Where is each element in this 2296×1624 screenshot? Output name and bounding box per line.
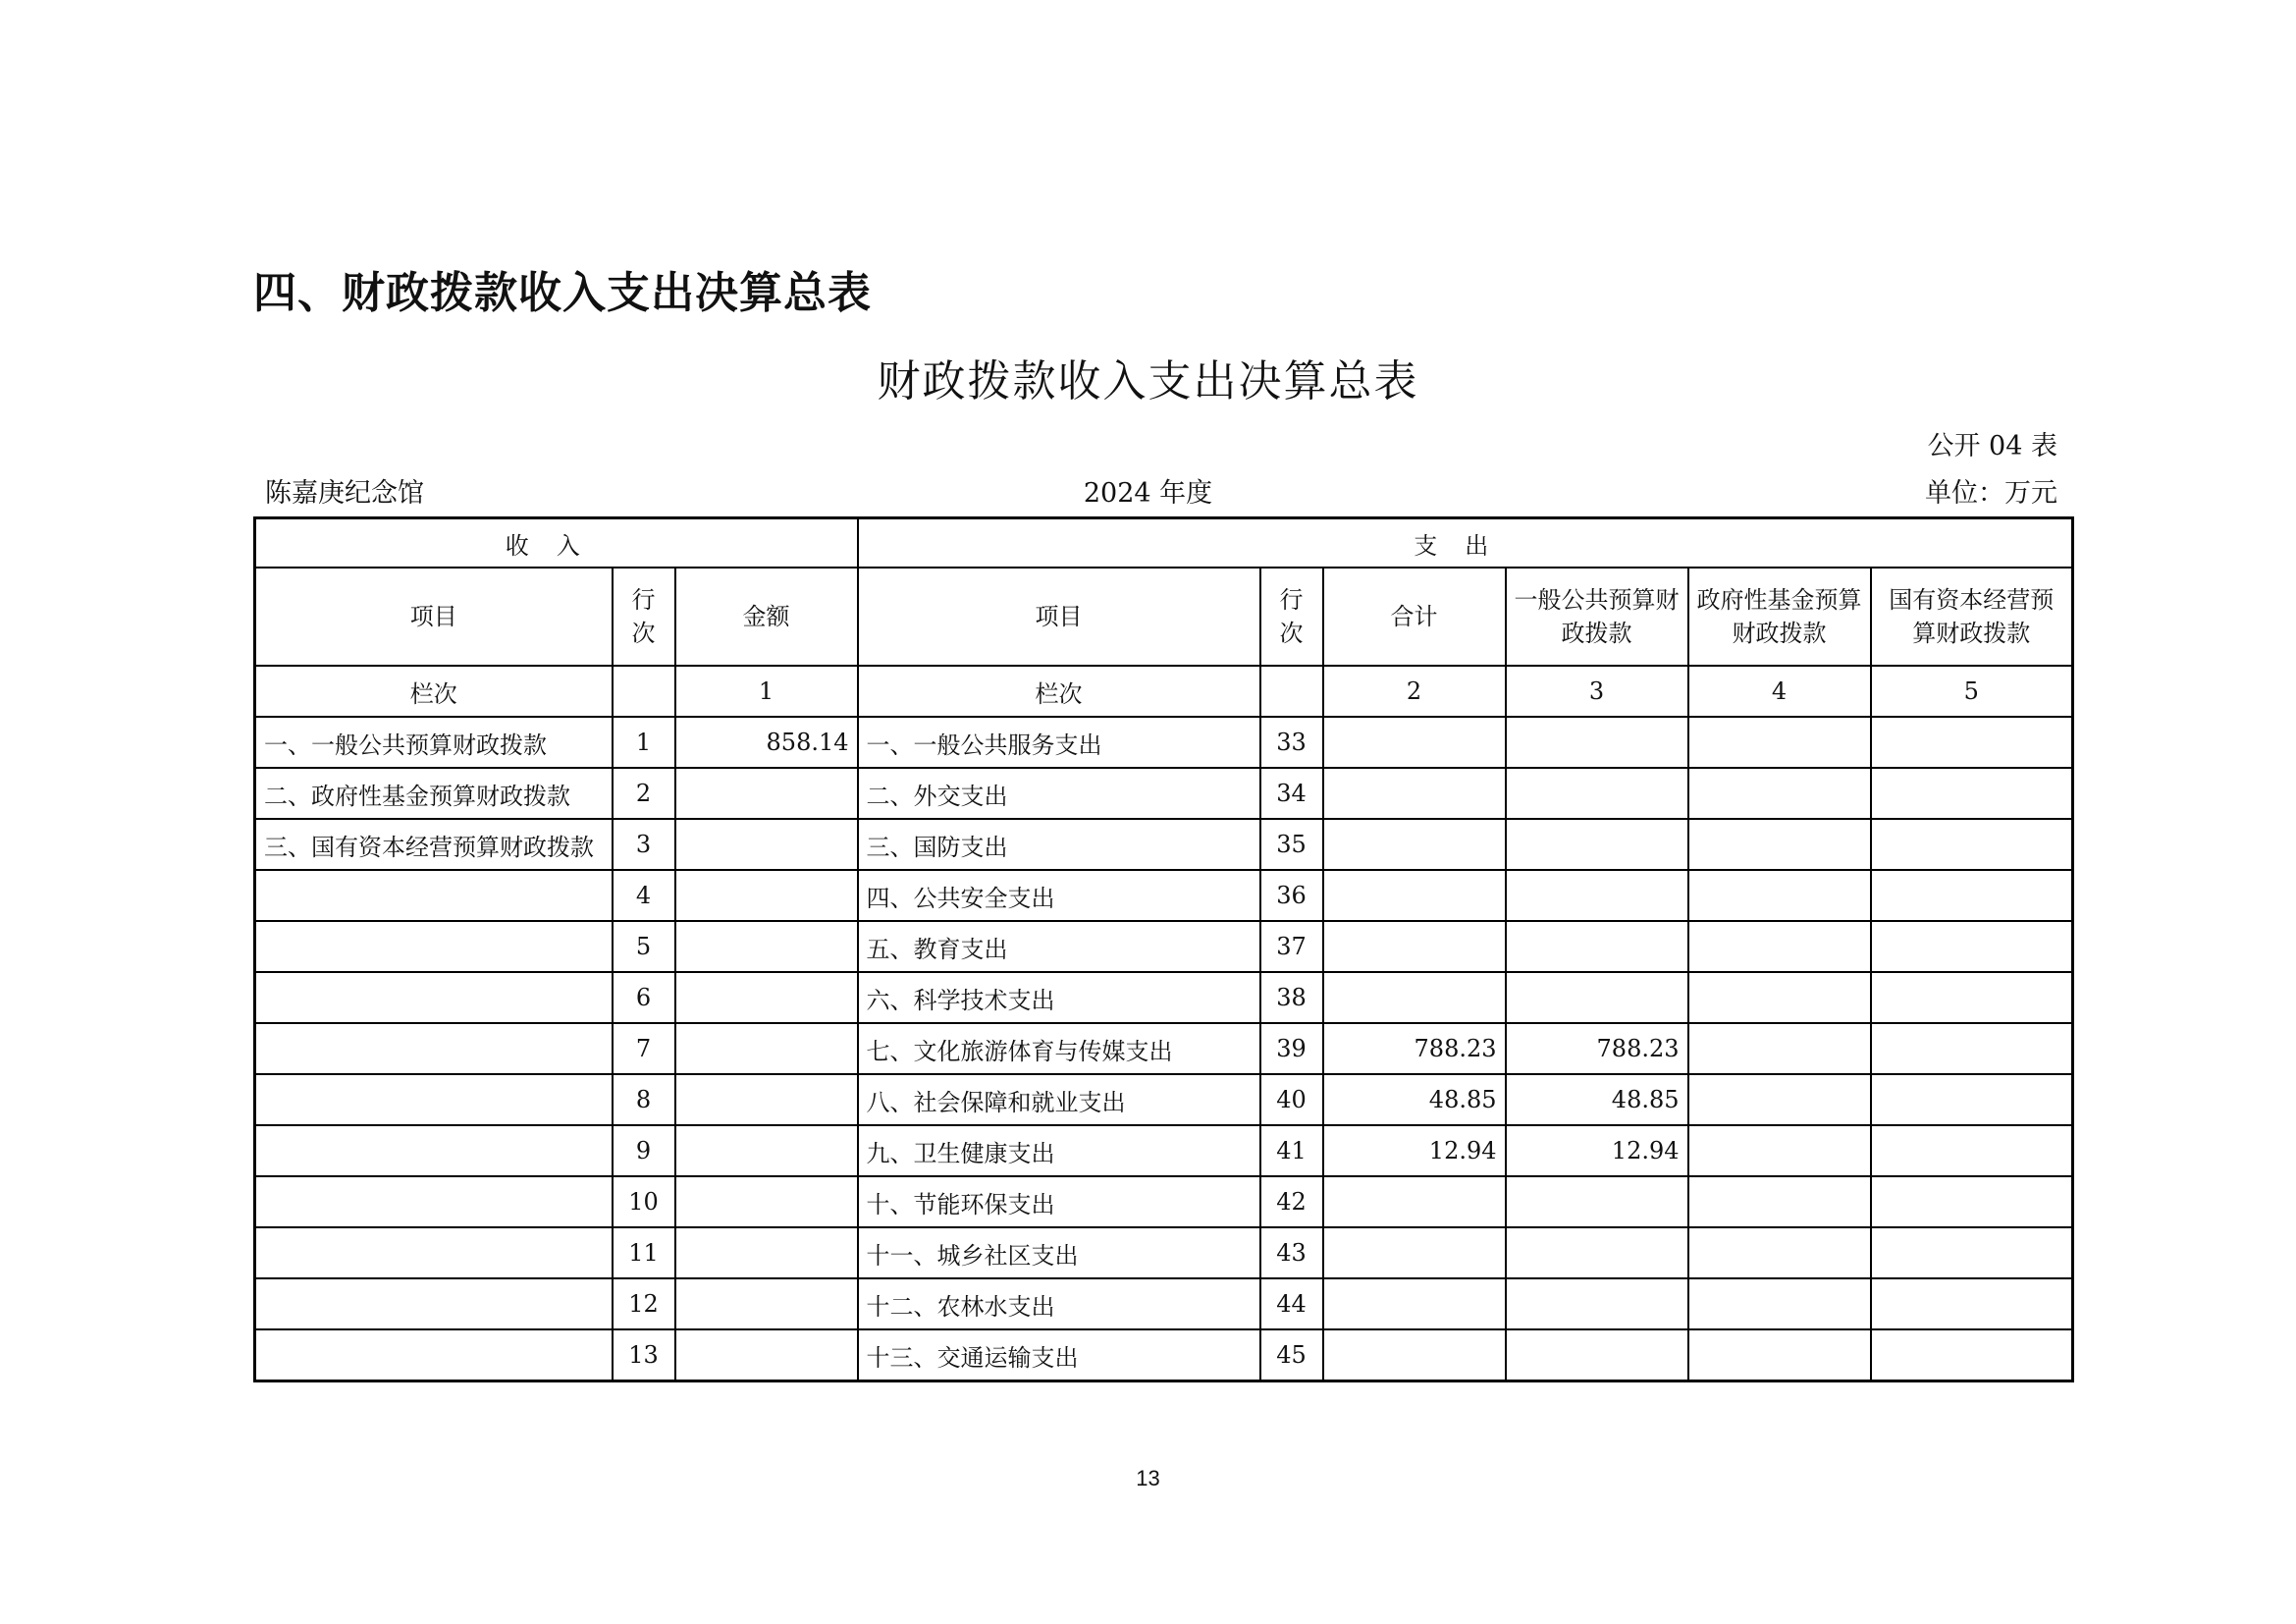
expense-row-no-cell: 38 <box>1260 972 1323 1023</box>
income-amount-cell <box>675 768 858 819</box>
general-budget-header: 一般公共预算财政拨款 <box>1506 568 1688 666</box>
group-header-row <box>255 518 2073 568</box>
income-item-cell <box>255 921 613 972</box>
total-cell <box>1323 1227 1506 1278</box>
state-capital-cell <box>1871 768 2073 819</box>
total-cell: 12.94 <box>1323 1125 1506 1176</box>
general-budget-cell: 12.94 <box>1506 1125 1688 1176</box>
table-row <box>255 819 2073 870</box>
income-amount-cell <box>675 1176 858 1227</box>
currency-unit: 单位：万元 <box>1925 478 2057 509</box>
gov-fund-cell <box>1688 1329 1871 1381</box>
income-amount-index: 1 <box>675 666 858 717</box>
column-header-row <box>255 568 2073 666</box>
gov-fund-cell <box>1688 870 1871 921</box>
income-row-no-cell: 3 <box>613 819 675 870</box>
table-row <box>255 1278 2073 1329</box>
income-amount-cell <box>675 1227 858 1278</box>
total-cell <box>1323 870 1506 921</box>
expense-row-no-cell: 37 <box>1260 921 1323 972</box>
total-cell <box>1323 1329 1506 1381</box>
general-budget-cell <box>1506 1227 1688 1278</box>
general-budget-cell <box>1506 768 1688 819</box>
income-row-no-cell: 1 <box>613 717 675 768</box>
form-number: 公开 04 表 <box>1927 431 2057 461</box>
gov-fund-cell <box>1688 921 1871 972</box>
total-cell <box>1323 768 1506 819</box>
income-item-cell <box>255 870 613 921</box>
income-amount-cell <box>675 921 858 972</box>
expense-group-header: 支出 <box>858 518 2073 568</box>
general-budget-cell <box>1506 870 1688 921</box>
income-item-cell: 三、国有资本经营预算财政拨款 <box>255 819 613 870</box>
state-capital-cell <box>1871 1074 2073 1125</box>
total-cell <box>1323 819 1506 870</box>
table-row <box>255 1074 2073 1125</box>
state-capital-cell <box>1871 1176 2073 1227</box>
expense-index-blank <box>1260 666 1323 717</box>
fiscal-appropriation-table <box>253 516 2074 1382</box>
expense-row-no-cell: 39 <box>1260 1023 1323 1074</box>
income-item-cell <box>255 1176 613 1227</box>
general-budget-index: 3 <box>1506 666 1688 717</box>
row-no-line2: 次 <box>1279 620 1304 647</box>
gov-fund-index: 4 <box>1688 666 1871 717</box>
table-row <box>255 1023 2073 1074</box>
income-row-no-cell: 10 <box>613 1176 675 1227</box>
income-row-no-cell: 2 <box>613 768 675 819</box>
row-no-line1: 行 <box>631 586 656 614</box>
table-row <box>255 1227 2073 1278</box>
expense-item-cell: 八、社会保障和就业支出 <box>858 1074 1260 1125</box>
gov-fund-cell <box>1688 1227 1871 1278</box>
income-item-cell <box>255 1329 613 1381</box>
expense-item-cell: 七、文化旅游体育与传媒支出 <box>858 1023 1260 1074</box>
state-capital-header: 国有资本经营预算财政拨款 <box>1871 568 2073 666</box>
state-capital-cell <box>1871 972 2073 1023</box>
gov-fund-cell <box>1688 1278 1871 1329</box>
general-budget-cell <box>1506 717 1688 768</box>
income-item-cell <box>255 1023 613 1074</box>
expense-row-no-cell: 40 <box>1260 1074 1323 1125</box>
income-row-no-cell: 13 <box>613 1329 675 1381</box>
income-row-no-cell: 11 <box>613 1227 675 1278</box>
total-cell <box>1323 717 1506 768</box>
expense-row-no-cell: 34 <box>1260 768 1323 819</box>
expense-row-no-cell: 36 <box>1260 870 1323 921</box>
gov-fund-cell <box>1688 1023 1871 1074</box>
general-budget-cell: 48.85 <box>1506 1074 1688 1125</box>
organization-name: 陈嘉庚纪念馆 <box>265 478 424 509</box>
income-group-header: 收入 <box>255 518 858 568</box>
state-capital-cell <box>1871 1278 2073 1329</box>
state-capital-index: 5 <box>1871 666 2073 717</box>
income-row-no-cell: 12 <box>613 1278 675 1329</box>
expense-item-cell: 十三、交通运输支出 <box>858 1329 1260 1381</box>
income-amount-cell <box>675 1074 858 1125</box>
general-budget-cell <box>1506 1278 1688 1329</box>
expense-row-no-cell: 41 <box>1260 1125 1323 1176</box>
table-row <box>255 768 2073 819</box>
table-row <box>255 1176 2073 1227</box>
expense-item-cell: 九、卫生健康支出 <box>858 1125 1260 1176</box>
income-item-cell: 一、一般公共预算财政拨款 <box>255 717 613 768</box>
expense-item-cell: 十二、农林水支出 <box>858 1278 1260 1329</box>
general-budget-cell <box>1506 1176 1688 1227</box>
expense-item-cell: 五、教育支出 <box>858 921 1260 972</box>
expense-item-cell: 十、节能环保支出 <box>858 1176 1260 1227</box>
state-capital-cell <box>1871 819 2073 870</box>
income-amount-cell: 858.14 <box>675 717 858 768</box>
gov-fund-cell <box>1688 1125 1871 1176</box>
expense-item-cell: 二、外交支出 <box>858 768 1260 819</box>
expense-row-no-cell: 35 <box>1260 819 1323 870</box>
income-amount-cell <box>675 1329 858 1381</box>
expense-row-no-cell: 42 <box>1260 1176 1323 1227</box>
income-item-cell <box>255 1074 613 1125</box>
income-row-no-header <box>613 568 675 666</box>
table-row <box>255 1329 2073 1381</box>
total-cell <box>1323 972 1506 1023</box>
table-title: 财政拨款收入支出决算总表 <box>877 356 1419 406</box>
income-item-header: 项目 <box>255 568 613 666</box>
gov-fund-cell <box>1688 768 1871 819</box>
expense-row-no-header <box>1260 568 1323 666</box>
state-capital-cell <box>1871 1125 2073 1176</box>
state-capital-cell <box>1871 1227 2073 1278</box>
total-cell: 48.85 <box>1323 1074 1506 1125</box>
general-budget-cell: 788.23 <box>1506 1023 1688 1074</box>
income-item-cell <box>255 1125 613 1176</box>
expense-item-cell: 十一、城乡社区支出 <box>858 1227 1260 1278</box>
gov-fund-cell <box>1688 1074 1871 1125</box>
income-item-cell <box>255 972 613 1023</box>
expense-row-no-cell: 45 <box>1260 1329 1323 1381</box>
income-amount-cell <box>675 1125 858 1176</box>
expense-row-no-cell: 43 <box>1260 1227 1323 1278</box>
income-amount-cell <box>675 870 858 921</box>
state-capital-cell <box>1871 1329 2073 1381</box>
general-budget-cell <box>1506 921 1688 972</box>
total-index: 2 <box>1323 666 1506 717</box>
income-row-no-cell: 8 <box>613 1074 675 1125</box>
expense-item-cell: 三、国防支出 <box>858 819 1260 870</box>
total-cell <box>1323 1176 1506 1227</box>
state-capital-cell <box>1871 870 2073 921</box>
income-item-cell <box>255 1227 613 1278</box>
state-capital-cell <box>1871 717 2073 768</box>
gov-fund-cell <box>1688 717 1871 768</box>
row-no-line2: 次 <box>631 620 656 647</box>
expense-item-cell: 一、一般公共服务支出 <box>858 717 1260 768</box>
column-index-row <box>255 666 2073 717</box>
gov-fund-cell <box>1688 972 1871 1023</box>
expense-item-header: 项目 <box>858 568 1260 666</box>
page-number: 13 <box>1136 1466 1160 1490</box>
income-row-no-cell: 5 <box>613 921 675 972</box>
income-index-blank <box>613 666 675 717</box>
table-row <box>255 1125 2073 1176</box>
state-capital-cell <box>1871 921 2073 972</box>
income-item-cell: 二、政府性基金预算财政拨款 <box>255 768 613 819</box>
gov-fund-cell <box>1688 1176 1871 1227</box>
section-heading: 四、财政拨款收入支出决算总表 <box>253 268 872 318</box>
table-row <box>255 921 2073 972</box>
table-row <box>255 717 2073 768</box>
total-header: 合计 <box>1323 568 1506 666</box>
expense-item-cell: 六、科学技术支出 <box>858 972 1260 1023</box>
income-index-label: 栏次 <box>255 666 613 717</box>
table-row <box>255 870 2073 921</box>
income-amount-cell <box>675 819 858 870</box>
expense-row-no-cell: 33 <box>1260 717 1323 768</box>
income-row-no-cell: 4 <box>613 870 675 921</box>
total-cell: 788.23 <box>1323 1023 1506 1074</box>
income-row-no-cell: 9 <box>613 1125 675 1176</box>
income-amount-cell <box>675 1278 858 1329</box>
gov-fund-cell <box>1688 819 1871 870</box>
expense-item-cell: 四、公共安全支出 <box>858 870 1260 921</box>
general-budget-cell <box>1506 819 1688 870</box>
state-capital-cell <box>1871 1023 2073 1074</box>
total-cell <box>1323 1278 1506 1329</box>
row-no-line1: 行 <box>1279 586 1304 614</box>
amount-header: 金额 <box>675 568 858 666</box>
general-budget-cell <box>1506 1329 1688 1381</box>
expense-index-label: 栏次 <box>858 666 1260 717</box>
gov-fund-header: 政府性基金预算财政拨款 <box>1688 568 1871 666</box>
income-row-no-cell: 7 <box>613 1023 675 1074</box>
fiscal-year: 2024 年度 <box>1083 478 1213 509</box>
total-cell <box>1323 921 1506 972</box>
income-item-cell <box>255 1278 613 1329</box>
general-budget-cell <box>1506 972 1688 1023</box>
expense-row-no-cell: 44 <box>1260 1278 1323 1329</box>
income-amount-cell <box>675 1023 858 1074</box>
income-amount-cell <box>675 972 858 1023</box>
table-row <box>255 972 2073 1023</box>
income-row-no-cell: 6 <box>613 972 675 1023</box>
